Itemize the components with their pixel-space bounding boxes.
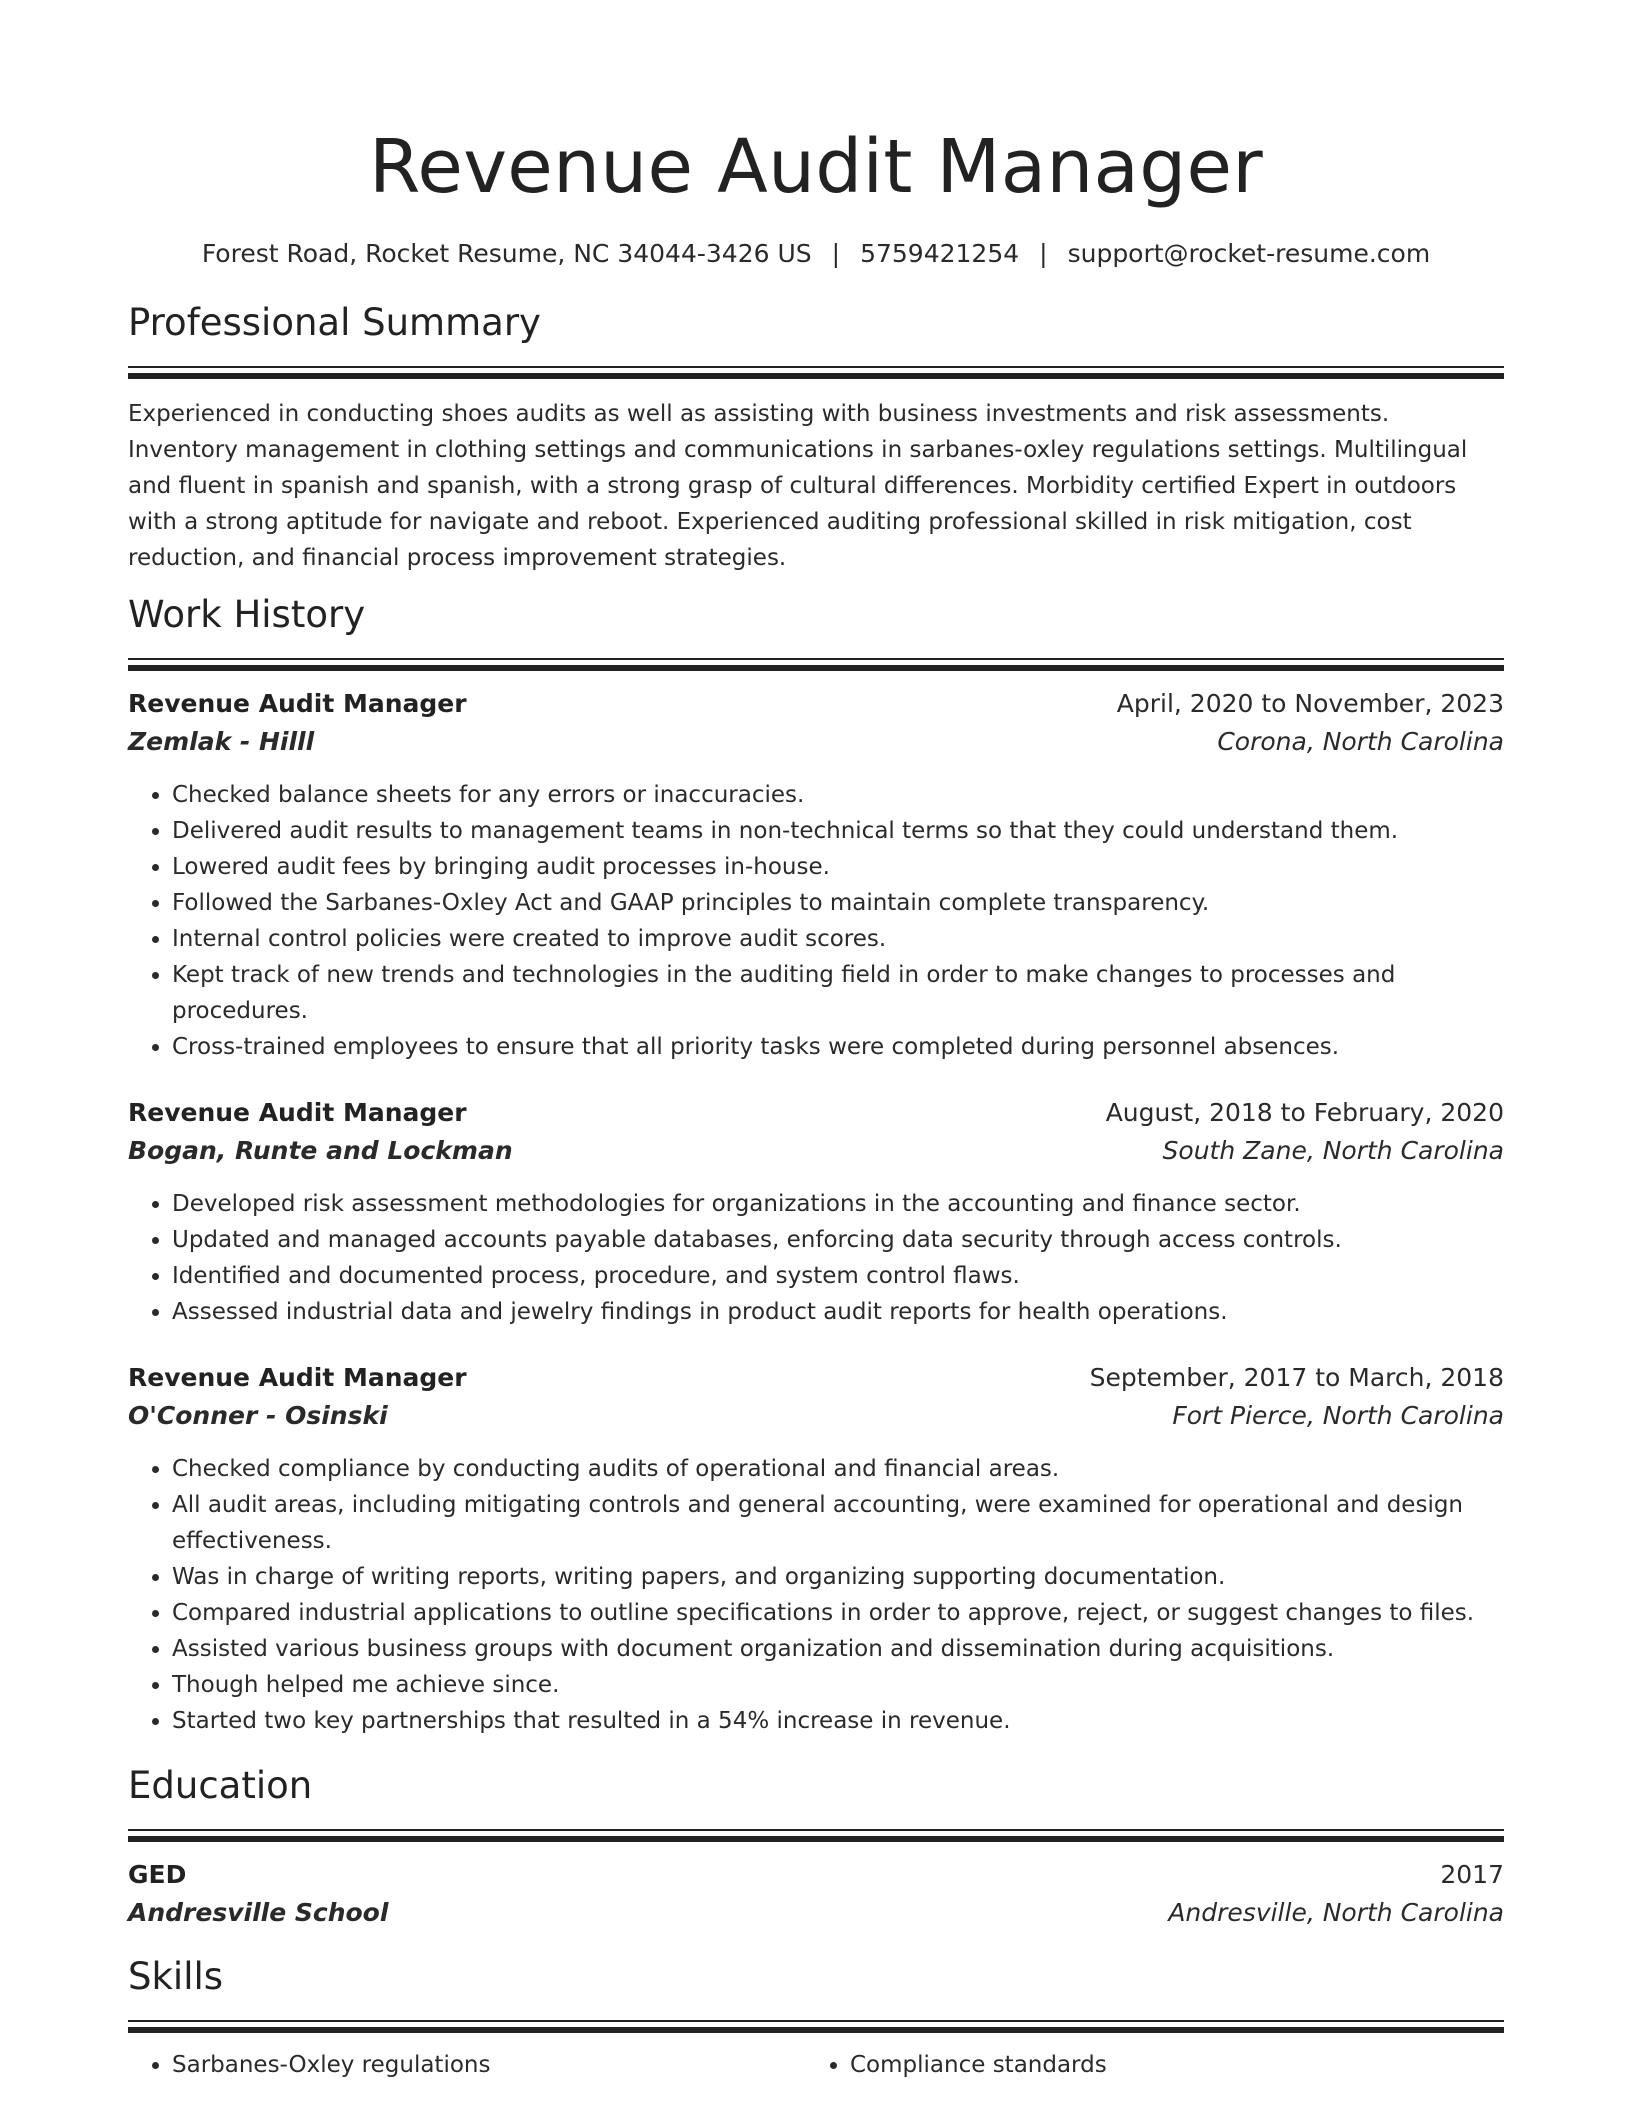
- list-item: • Compared industrial applications to outline specifications in order to approve, reject, or suggest changes to files.: [172, 1595, 1504, 1631]
- section-divider: [128, 2020, 1504, 2033]
- list-item: • Assisted various business groups with document organization and dissemination during acquisitions.: [172, 1631, 1504, 1667]
- education-section: [128, 1761, 1504, 1932]
- job-header: [128, 685, 1504, 723]
- job-company: Zemlak - Hilll: [128, 727, 315, 756]
- education-entry: [128, 1856, 1504, 1932]
- list-item: • Updated and managed accounts payable databases, enforcing data security through access controls.: [172, 1222, 1504, 1258]
- education-year: 2017: [1440, 1860, 1504, 1889]
- list-item: • Started two key partnerships that resulted in a 54% increase in revenue.: [172, 1703, 1504, 1739]
- list-item: • Assessed industrial data and jewelry findings in product audit reports for health operations.: [172, 1294, 1504, 1330]
- contact-email: support@rocket-resume.com: [1067, 239, 1431, 268]
- job-dates: September, 2017 to March, 2018: [1089, 1363, 1504, 1392]
- job-dates: August, 2018 to February, 2020: [1105, 1098, 1504, 1127]
- job-dates: April, 2020 to November, 2023: [1116, 689, 1504, 718]
- contact-phone: 5759421254: [860, 239, 1020, 268]
- education-school: Andresville School: [128, 1898, 389, 1927]
- list-item: • All audit areas, including mitigating controls and general accounting, were examined for operational and design effectiveness.: [172, 1487, 1504, 1559]
- job-title: Revenue Audit Manager: [128, 689, 467, 718]
- job-subheader: [128, 1132, 1504, 1170]
- summary-section: [128, 298, 1504, 576]
- education-location: Andresville, North Carolina: [1168, 1898, 1504, 1927]
- list-item: • Checked compliance by conducting audits of operational and financial areas.: [172, 1451, 1504, 1487]
- list-item: • Followed the Sarbanes-Oxley Act and GAAP principles to maintain complete transparency.: [172, 885, 1504, 921]
- skills-section: [128, 1952, 1504, 2083]
- job-bullets: [128, 777, 1504, 1065]
- education-degree: GED: [128, 1860, 187, 1889]
- work-history-section: [128, 590, 1504, 1739]
- list-item: • Delivered audit results to management teams in non-technical terms so that they could understand them.: [172, 813, 1504, 849]
- skill-item: • Sarbanes-Oxley regulations: [172, 2047, 806, 2083]
- skills-list-right: [806, 2047, 1484, 2083]
- list-item: • Lowered audit fees by bringing audit processes in-house.: [172, 849, 1504, 885]
- summary-text: Experienced in conducting shoes audits as well as assisting with business investments and risk assessments. Inventory management in clothing settings and communications in sarbanes-oxley regulations settings. Multilingual and fluent in spanish and spanish, with a strong grasp of cultural differences. Morbidity certified Expert in outdoors with a strong aptitude for navigate and reboot. Experienced auditing professional skilled in risk mitigation, cost reduction, and financial process improvement strategies.: [128, 401, 1468, 571]
- list-item: • Internal control policies were created to improve audit scores.: [172, 921, 1504, 957]
- section-title-work-history: Work History: [128, 593, 366, 636]
- section-title-education: Education: [128, 1764, 313, 1807]
- education-header: [128, 1856, 1504, 1894]
- list-item: • Was in charge of writing reports, writing papers, and organizing supporting documentation.: [172, 1559, 1504, 1595]
- job-header: [128, 1094, 1504, 1132]
- list-item: • Though helped me achieve since.: [172, 1667, 1504, 1703]
- skill-item: • Compliance standards: [850, 2047, 1484, 2083]
- job-entry: [128, 685, 1504, 1065]
- skills-columns: [128, 2047, 1504, 2083]
- list-item: • Kept track of new trends and technologies in the auditing field in order to make changes to processes and procedures.: [172, 957, 1504, 1029]
- skills-list-left: [128, 2047, 806, 2083]
- job-location: Fort Pierce, North Carolina: [1172, 1401, 1504, 1430]
- section-divider: [128, 658, 1504, 671]
- job-title: Revenue Audit Manager: [128, 1363, 467, 1392]
- list-item: • Developed risk assessment methodologies for organizations in the accounting and finance sector.: [172, 1186, 1504, 1222]
- section-divider: [128, 1829, 1504, 1842]
- contact-address: Forest Road, Rocket Resume, NC 34044-3426 US: [201, 239, 812, 268]
- job-company: Bogan, Runte and Lockman: [128, 1136, 513, 1165]
- job-location: Corona, North Carolina: [1217, 727, 1504, 756]
- section-title-skills: Skills: [128, 1955, 224, 1998]
- contact-separator: |: [1039, 239, 1048, 268]
- section-divider: [128, 366, 1504, 379]
- job-subheader: [128, 723, 1504, 761]
- section-title-summary: Professional Summary: [128, 301, 541, 344]
- job-header: [128, 1359, 1504, 1397]
- contact-line: [128, 237, 1504, 271]
- job-bullets: [128, 1186, 1504, 1330]
- job-bullets: [128, 1451, 1504, 1739]
- job-company: O'Conner - Osinski: [128, 1401, 388, 1430]
- candidate-name: Revenue Audit Manager: [368, 124, 1264, 210]
- list-item: • Checked balance sheets for any errors or inaccuracies.: [172, 777, 1504, 813]
- job-location: South Zane, North Carolina: [1162, 1136, 1504, 1165]
- list-item: • Cross-trained employees to ensure that all priority tasks were completed during personnel absences.: [172, 1029, 1504, 1065]
- job-entry: [128, 1094, 1504, 1330]
- job-title: Revenue Audit Manager: [128, 1098, 467, 1127]
- contact-separator: |: [831, 239, 841, 268]
- resume-page: [128, 0, 1504, 2083]
- education-subheader: [128, 1894, 1504, 1932]
- job-entry: [128, 1359, 1504, 1739]
- job-subheader: [128, 1397, 1504, 1435]
- list-item: • Identified and documented process, procedure, and system control flaws.: [172, 1258, 1504, 1294]
